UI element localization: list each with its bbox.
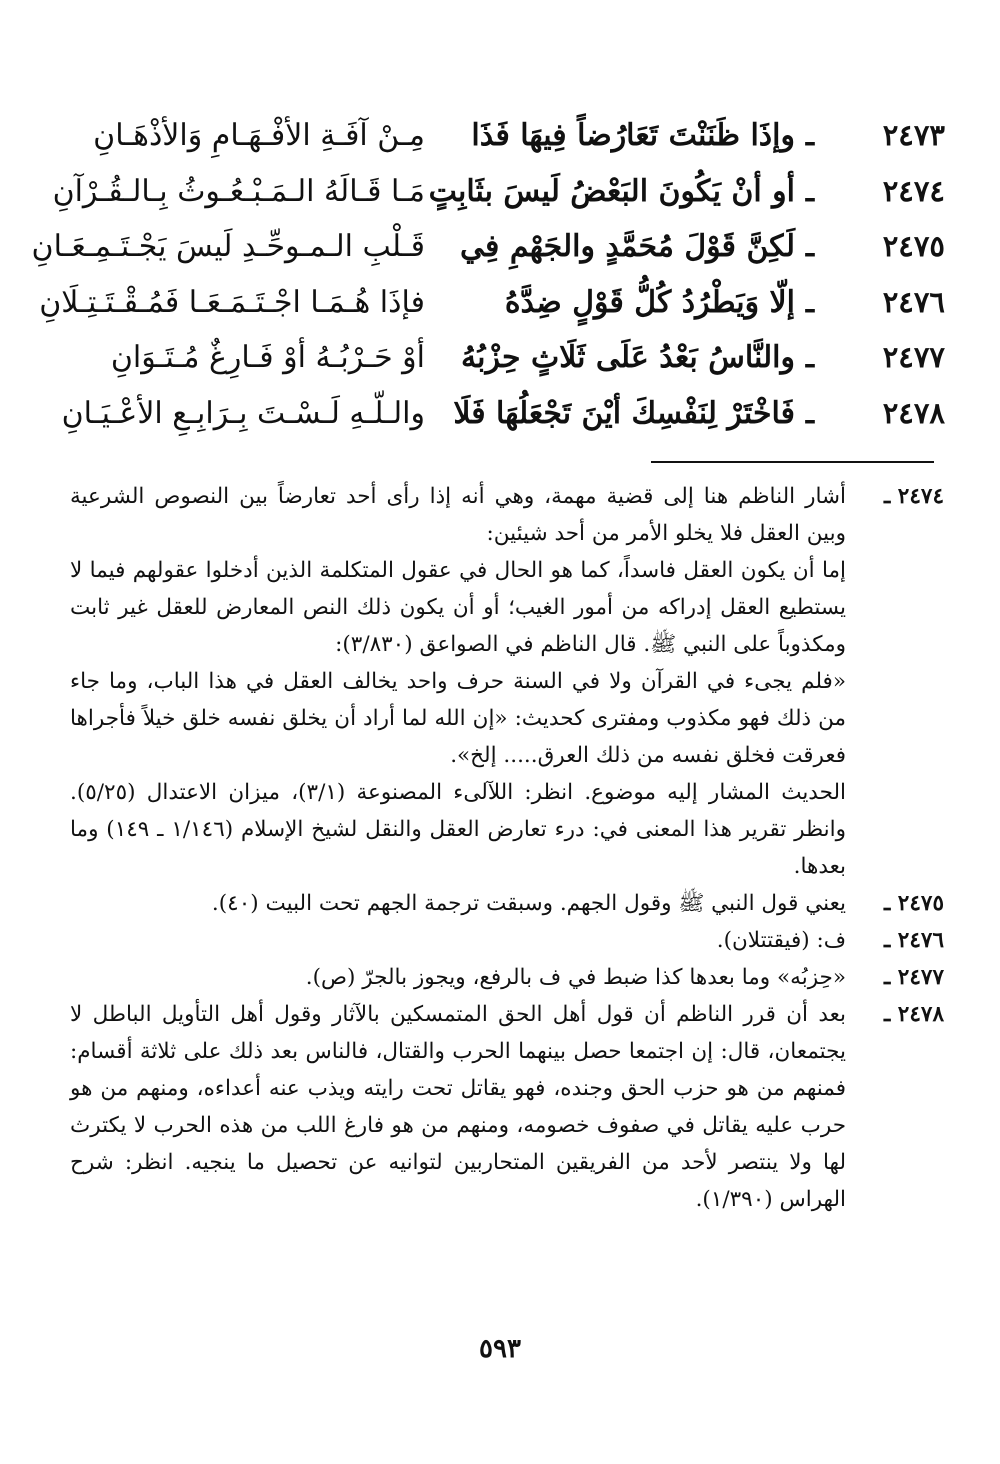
footnote-text bbox=[70, 922, 846, 959]
verse-number: ٢٤٧٤ bbox=[882, 173, 945, 208]
verse-second-hemistich: والـلّـهِ لَـسْـتَ بِـرَابِـعِ الأعْـيَـانِ bbox=[61, 395, 425, 431]
verse-2478 bbox=[60, 396, 945, 452]
verse-2475 bbox=[31, 229, 945, 285]
footnote-number: ٢٤٧٦ ـ bbox=[883, 928, 944, 953]
verse-number: ٢٤٧٧ bbox=[882, 340, 945, 375]
footnote-separator bbox=[651, 461, 934, 463]
verse-second-hemistich: أوْ حَـرْبُـهُ أوْ فَـارِغٌ مُـتَـوَانِ bbox=[110, 340, 425, 376]
footnote-number: ٢٤٧٥ ـ bbox=[883, 891, 944, 916]
verse-number: ٢٤٧٨ bbox=[882, 395, 945, 430]
verse-2476 bbox=[39, 284, 945, 341]
footnote-2476 bbox=[70, 922, 944, 959]
verse-first-hemistich: والنَّاسُ بَعْدُ عَلَى ثَلَاثٍ حِزْبُهُ bbox=[461, 340, 795, 376]
verse-dash: ـ bbox=[805, 396, 815, 430]
footnote-2474 bbox=[70, 478, 944, 885]
verse-dash: ـ bbox=[805, 230, 815, 264]
verse-first-hemistich: وإذَا ظَنَنْتَ تَعَارُضاً فِيهَا فَذَا bbox=[471, 118, 795, 153]
footnote-paragraph: «حِزبُه» وما بعدها كذا ضبط في ف بالرفع، ويجوز بالجرّ (ص). bbox=[305, 965, 846, 990]
footnote-text bbox=[70, 996, 846, 1218]
footnote-text bbox=[70, 959, 846, 996]
verse-number: ٢٤٧٥ bbox=[882, 229, 945, 264]
verse-dash: ـ bbox=[805, 174, 815, 208]
footnote-paragraph: أشار الناظم هنا إلى قضية مهمة، وهي أنه إذا رأى أحد تعارضاً بين النصوص الشرعية وبين العقل فلا يخلو الأمر من أحد شيئين: bbox=[70, 484, 846, 546]
footnote-2475 bbox=[70, 885, 944, 922]
verse-dash: ـ bbox=[805, 119, 815, 152]
footnotes bbox=[70, 478, 944, 1218]
verse-dash: ـ bbox=[805, 341, 815, 375]
verse-first-hemistich: أو أنْ يَكُونَ البَعْضُ لَيسَ بثَابِتٍ bbox=[428, 173, 795, 209]
footnote-paragraph: إما أن يكون العقل فاسداً، كما هو الحال في عقول المتكلمة الذين أدخلوا عقولهم فيما لا يستطيع العقل إدراكه من أمور الغيب؛ أو أن يكون ذلك النص المعارض للعقل غير ثابت ومكذوباً على النبي ﷺ. قال الناظم في الصواعق (٣/٨٣٠): bbox=[70, 558, 846, 657]
verse-dash: ـ bbox=[805, 285, 815, 319]
verse-2477 bbox=[60, 340, 945, 396]
verse-second-hemistich: مِـنْ آفَـةِ الأفْـهَـامِ وَالأذْهَـانِ bbox=[93, 118, 425, 153]
footnote-number: ٢٤٧٧ ـ bbox=[883, 965, 944, 990]
verse-first-hemistich: فَاخْتَرْ لِنَفْسِكَ أيْنَ تَجْعَلُهَا فَلَا bbox=[453, 395, 795, 431]
footnote-number: ٢٤٧٨ ـ bbox=[883, 1002, 944, 1027]
poem bbox=[31, 118, 945, 452]
verse-first-hemistich: إلّا وَيَطْرُدُ كُلُّ قَوْلٍ ضِدَّهُ bbox=[504, 284, 795, 320]
verse-second-hemistich: قَـلْبِ الـمـوحِّـدِ لَيسَ يَجْـتَـمِـعَـانِ bbox=[31, 229, 425, 265]
verse-first-hemistich: لَكِنَّ قَوْلَ مُحَمَّدٍ والجَهْمِ فِي bbox=[460, 229, 795, 265]
footnote-paragraph: ف: (فيقتتلان). bbox=[716, 928, 846, 953]
verse-number: ٢٤٧٣ bbox=[882, 118, 945, 152]
footnote-2478 bbox=[70, 996, 944, 1218]
verse-second-hemistich: فإذَا هُـمَـا اجْـتَـمَـعَـا فَمُـقْـتَـتِـلَانِ bbox=[39, 284, 425, 320]
footnote-paragraph: «فلم يجىء في القرآن ولا في السنة حرف واحد يخالف العقل في هذا الباب، وما جاء من ذلك فهو مكذوب ومفترى كحديث: «إن الله لما أراد أن يخلق نفسه خلق خيلاً فأجراها فعرقت فخلق نفسه من ذلك العرق..... إلخ». bbox=[70, 669, 846, 768]
verse-2473 bbox=[60, 118, 945, 174]
footnote-paragraph: الحديث المشار إليه موضوع. انظر: اللآلىء المصنوعة (٣/١)، ميزان الاعتدال (٥/٢٥). وانظر تقرير هذا المعنى في: درء تعارض العقل والنقل لشيخ الإسلام (١/١٤٦ ـ ١٤٩) وما بعدها. bbox=[70, 780, 847, 879]
footnote-2477 bbox=[70, 959, 944, 996]
verse-2474 bbox=[52, 173, 945, 230]
footnote-text bbox=[70, 478, 846, 885]
footnote-number: ٢٤٧٤ ـ bbox=[883, 484, 944, 509]
page-number: ٥٩٣ bbox=[479, 1334, 521, 1364]
footnote-paragraph: يعني قول النبي ﷺ وقول الجهم. وسبقت ترجمة الجهم تحت البيت (٤٠). bbox=[211, 891, 846, 916]
footnote-text bbox=[70, 885, 846, 922]
footnote-paragraph: بعد أن قرر الناظم أن قول أهل الحق المتمسكين بالآثار وقول أهل التأويل الباطل لا يجتمعان، قال: إن اجتمعا حصل بينهما الحرب والقتال، فالناس بعد ذلك على ثلاثة أقسام: فمنهم من هو حزب الحق وجنده، فهو يقاتل تحت رايته ويذب عنه أعداءه، ومنهم من هو حرب عليه يقاتل في صفوف خصومه، ومنهم من هو فارغ اللب من هذه الحرب لا يكترث لها ولا ينتصر لأحد من الفريقين المتحاربين لتوانيه عن تحصيل ما ينجيه. انظر: شرح الهراس (١/٣٩٠). bbox=[70, 1002, 846, 1212]
verse-number: ٢٤٧٦ bbox=[882, 284, 945, 319]
verse-second-hemistich: مَـا قَـالَهُ الـمَـبْـعُـوثُ بِـالـقُـرْآنِ bbox=[52, 173, 425, 209]
